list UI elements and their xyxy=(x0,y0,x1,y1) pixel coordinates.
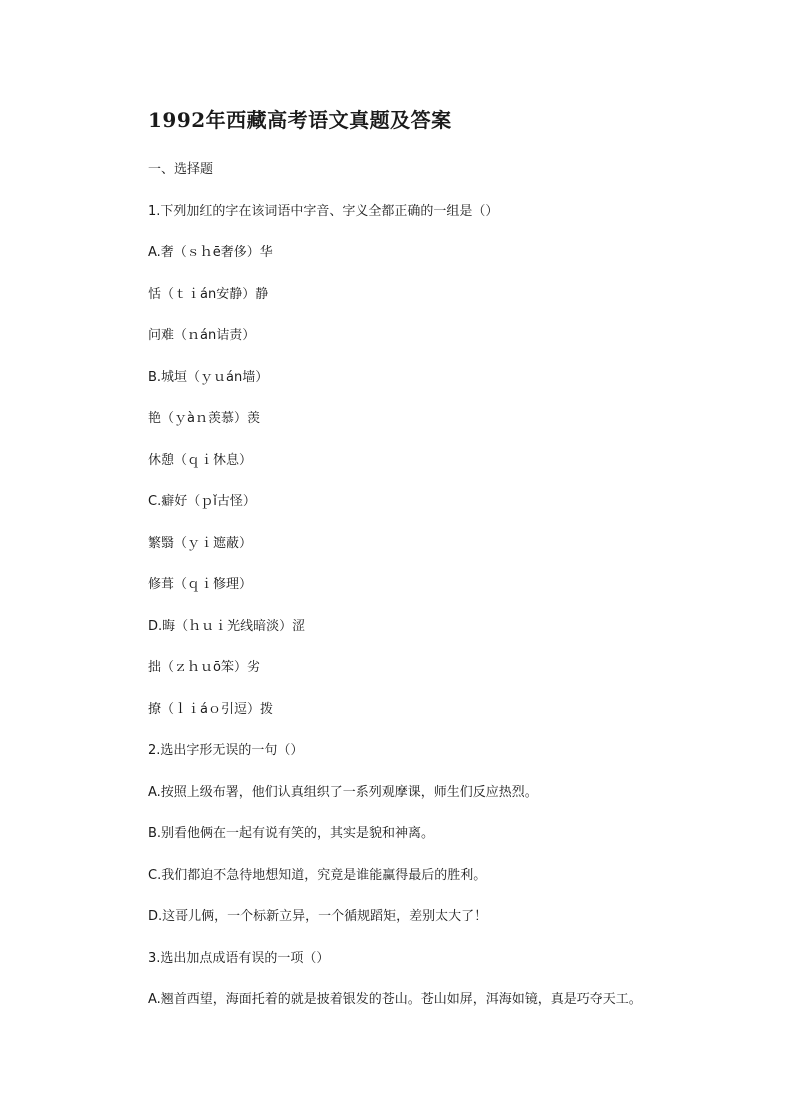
question-2: 2.选出字形无误的一句（） xyxy=(148,743,304,758)
question-2-option-d: D.这哥儿俩，一个标新立异，一个循规蹈矩，差别太大了！ xyxy=(148,909,488,924)
question-2-option-b: B.别看他俩在一起有说有笑的，其实是貌和神离。 xyxy=(148,826,435,841)
option-c-line-3: 修葺（ｑｉ̀修理） xyxy=(148,577,253,592)
option-c-line-1: C.癖好（ｐǐ古怪） xyxy=(148,494,256,509)
option-a-line-3: 问难（ｎán诘责） xyxy=(148,328,256,343)
question-1: 1.下列加红的字在该词语中字音、字义全都正确的一组是（） xyxy=(148,204,499,219)
option-b-line-1: B.城垣（ｙｕán墙） xyxy=(148,370,269,385)
document-title: 1992年西藏高考语文真题及答案 xyxy=(148,108,452,132)
question-2-option-a: A.按照上级布署，他们认真组织了一系列观摩课，师生们反应热烈。 xyxy=(148,785,538,800)
section-heading: 一、选择题 xyxy=(148,162,214,177)
option-b-line-2: 艳（ｙàｎ羡慕）羡 xyxy=(148,411,260,426)
question-3-option-a: A.翘首西望，海面托着的就是披着银发的苍山。苍山如屏，洱海如镜，真是巧夺天工。 xyxy=(148,992,642,1007)
option-d-line-1: D.晦（ｈｕｉ̀光线暗淡）涩 xyxy=(148,619,306,634)
option-d-line-2: 拙（ｚｈｕō笨）劣 xyxy=(148,660,260,675)
question-2-option-c: C.我们都迫不急待地想知道，究竟是谁能赢得最后的胜利。 xyxy=(148,868,487,883)
question-3: 3.选出加点成语有误的一项（） xyxy=(148,951,330,966)
option-b-line-3: 休憩（ｑｉ̀休息） xyxy=(148,453,253,468)
option-d-line-3: 撩（ｌｉáｏ引逗）拨 xyxy=(148,702,273,717)
option-c-line-2: 繁翳（ｙｉ̀遮蔽） xyxy=(148,536,253,551)
option-a-line-2: 恬（ｔｉán安静）静 xyxy=(148,287,269,302)
option-a-line-1: A.奢（ｓｈē奢侈）华 xyxy=(148,245,273,260)
